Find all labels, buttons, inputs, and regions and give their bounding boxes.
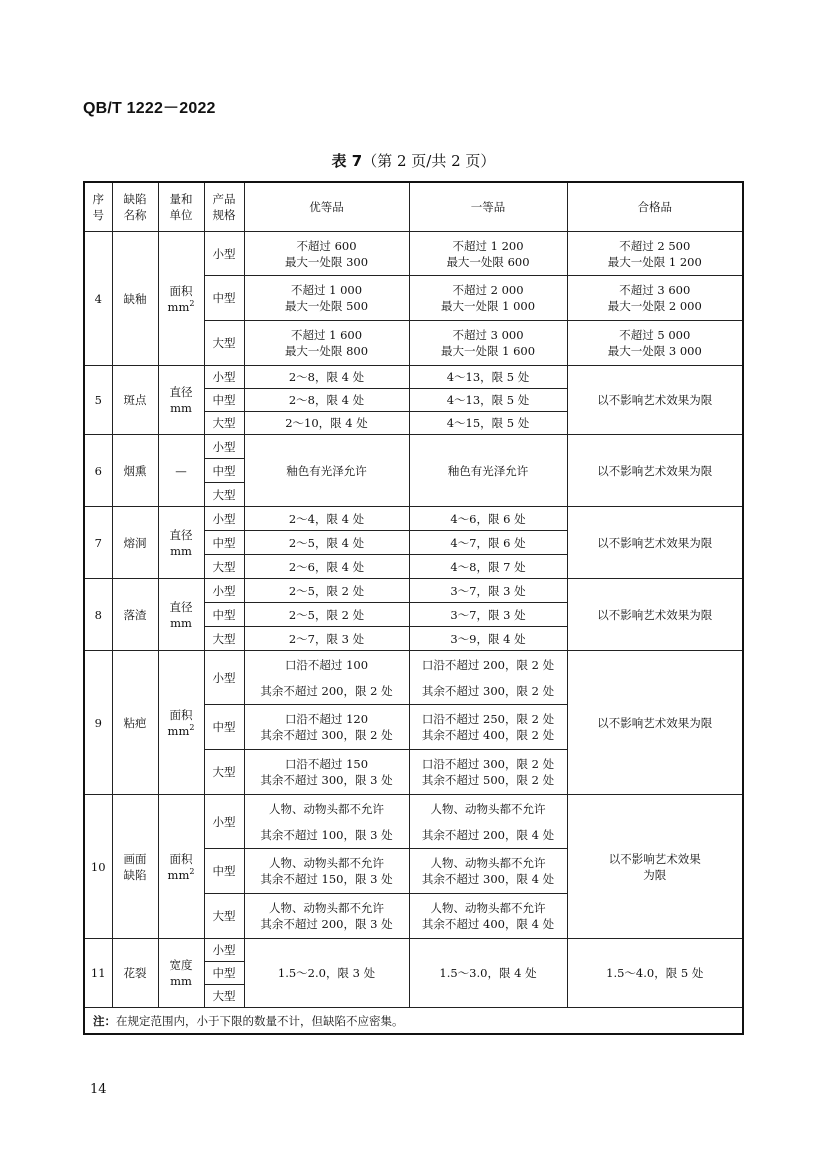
size-large: 大型 [204, 985, 244, 1008]
superior-value: 不超过 600 最大一处限 300 [244, 232, 409, 276]
header-product-spec: 产品 规格 [204, 182, 244, 232]
first-value: 1.5～3.0，限 4 处 [409, 939, 567, 1008]
header-grade-superior: 优等品 [244, 182, 409, 232]
header-grade-qualified: 合格品 [567, 182, 743, 232]
defect-name: 熔洞 [112, 507, 158, 579]
first-value: 4～13，限 5 处 [409, 366, 567, 389]
first-value: 4～6，限 6 处 [409, 507, 567, 531]
size-small: 小型 [204, 232, 244, 276]
table-title-label: 表 7 [331, 152, 363, 170]
qualified-value: 不超过 2 500 最大一处限 1 200 [567, 232, 743, 276]
superior-value: 不超过 1 000 最大一处限 500 [244, 276, 409, 321]
first-value: 4～8，限 7 处 [409, 555, 567, 579]
table-title [0, 150, 827, 171]
defect-name: 烟熏 [112, 435, 158, 507]
size-small: 小型 [204, 507, 244, 531]
table-row [84, 232, 743, 276]
table-title-pages: （第 2 页/共 2 页） [362, 152, 496, 170]
qualified-value: 以不影响艺术效果为限 [567, 579, 743, 651]
superior-value: 2～8，限 4 处 [244, 389, 409, 412]
superior-value: 2～10，限 4 处 [244, 412, 409, 435]
size-medium: 中型 [204, 603, 244, 627]
measure-unit: 直径 mm [158, 366, 204, 435]
table-row [84, 507, 743, 531]
size-medium: 中型 [204, 459, 244, 483]
size-small: 小型 [204, 651, 244, 705]
page-number: 14 [90, 1082, 107, 1097]
superior-value: 2～6，限 4 处 [244, 555, 409, 579]
row-number: 10 [84, 795, 112, 939]
standard-code: QB/T 1222－2022 [83, 100, 216, 117]
table-note [84, 1008, 743, 1035]
qualified-value: 以不影响艺术效果 为限 [567, 795, 743, 939]
table-row [84, 651, 743, 705]
qualified-value: 以不影响艺术效果为限 [567, 651, 743, 795]
qualified-value: 以不影响艺术效果为限 [567, 507, 743, 579]
superior-value: 人物、动物头都不允许 其余不超过 100，限 3 处 [244, 795, 409, 849]
superior-value: 1.5～2.0，限 3 处 [244, 939, 409, 1008]
superior-value: 2～4，限 4 处 [244, 507, 409, 531]
first-value: 4～13，限 5 处 [409, 389, 567, 412]
measure-unit: 直径 mm [158, 507, 204, 579]
table-row [84, 939, 743, 962]
size-large: 大型 [204, 627, 244, 651]
note-text: 在规定范围内，小于下限的数量不计，但缺陷不应密集。 [116, 1013, 404, 1028]
size-medium: 中型 [204, 276, 244, 321]
superior-value: 口沿不超过 100 其余不超过 200，限 2 处 [244, 651, 409, 705]
superior-value: 口沿不超过 120 其余不超过 300，限 2 处 [244, 705, 409, 750]
first-value: 口沿不超过 200，限 2 处 其余不超过 300，限 2 处 [409, 651, 567, 705]
header-grade-first: 一等品 [409, 182, 567, 232]
size-small: 小型 [204, 435, 244, 459]
superior-value: 人物、动物头都不允许 其余不超过 200，限 3 处 [244, 894, 409, 939]
first-value: 不超过 3 000 最大一处限 1 600 [409, 321, 567, 366]
defect-name: 缺釉 [112, 232, 158, 366]
header-measure-unit: 量和 单位 [158, 182, 204, 232]
qualified-value: 不超过 3 600 最大一处限 2 000 [567, 276, 743, 321]
size-medium: 中型 [204, 849, 244, 894]
defect-name: 斑点 [112, 366, 158, 435]
first-value: 人物、动物头都不允许 其余不超过 300，限 4 处 [409, 849, 567, 894]
size-large: 大型 [204, 750, 244, 795]
first-value: 不超过 1 200 最大一处限 600 [409, 232, 567, 276]
superior-value: 人物、动物头都不允许 其余不超过 150，限 3 处 [244, 849, 409, 894]
qualified-value: 以不影响艺术效果为限 [567, 366, 743, 435]
defect-name: 粘疤 [112, 651, 158, 795]
superior-value: 不超过 1 600 最大一处限 800 [244, 321, 409, 366]
size-medium: 中型 [204, 389, 244, 412]
first-value: 不超过 2 000 最大一处限 1 000 [409, 276, 567, 321]
first-value: 4～15，限 5 处 [409, 412, 567, 435]
size-small: 小型 [204, 579, 244, 603]
table-row [84, 435, 743, 459]
row-number: 6 [84, 435, 112, 507]
first-value: 人物、动物头都不允许 其余不超过 400，限 4 处 [409, 894, 567, 939]
measure-unit: 直径 mm [158, 579, 204, 651]
qualified-value: 以不影响艺术效果为限 [567, 435, 743, 507]
first-value: 釉色有光泽允许 [409, 435, 567, 507]
table-row [84, 579, 743, 603]
size-large: 大型 [204, 894, 244, 939]
defect-table [83, 181, 744, 1035]
first-value: 人物、动物头都不允许 其余不超过 200，限 4 处 [409, 795, 567, 849]
superior-value: 2～7，限 3 处 [244, 627, 409, 651]
measure-unit: 面积 $mm^2$ [158, 232, 204, 366]
qualified-value: 1.5～4.0，限 5 处 [567, 939, 743, 1008]
measure-unit: 面积 $mm^2$ [158, 795, 204, 939]
note-label: 注： [93, 1013, 116, 1028]
superior-value: 2～5，限 2 处 [244, 603, 409, 627]
size-large: 大型 [204, 555, 244, 579]
row-number: 9 [84, 651, 112, 795]
superior-value: 2～5，限 2 处 [244, 579, 409, 603]
table-row [84, 795, 743, 849]
first-value: 4～7，限 6 处 [409, 531, 567, 555]
header-defect-name: 缺陷 名称 [112, 182, 158, 232]
header-seq: 序 号 [84, 182, 112, 232]
row-number: 4 [84, 232, 112, 366]
size-small: 小型 [204, 366, 244, 389]
size-large: 大型 [204, 483, 244, 507]
row-number: 5 [84, 366, 112, 435]
measure-unit: 面积 $mm^2$ [158, 651, 204, 795]
superior-value: 口沿不超过 150 其余不超过 300，限 3 处 [244, 750, 409, 795]
first-value: 3～7，限 3 处 [409, 579, 567, 603]
row-number: 11 [84, 939, 112, 1008]
row-number: 8 [84, 579, 112, 651]
superior-value: 釉色有光泽允许 [244, 435, 409, 507]
size-medium: 中型 [204, 962, 244, 985]
table-row [84, 366, 743, 389]
first-value: 3～9，限 4 处 [409, 627, 567, 651]
size-large: 大型 [204, 321, 244, 366]
size-medium: 中型 [204, 705, 244, 750]
measure-unit: 宽度 mm [158, 939, 204, 1008]
size-large: 大型 [204, 412, 244, 435]
defect-name: 花裂 [112, 939, 158, 1008]
row-number: 7 [84, 507, 112, 579]
first-value: 3～7，限 3 处 [409, 603, 567, 627]
size-medium: 中型 [204, 531, 244, 555]
superior-value: 2～8，限 4 处 [244, 366, 409, 389]
table-header-row [84, 182, 743, 232]
defect-name: 画面 缺陷 [112, 795, 158, 939]
qualified-value: 不超过 5 000 最大一处限 3 000 [567, 321, 743, 366]
size-small: 小型 [204, 939, 244, 962]
table-note-row [84, 1008, 743, 1035]
first-value: 口沿不超过 250，限 2 处 其余不超过 400，限 2 处 [409, 705, 567, 750]
first-value: 口沿不超过 300，限 2 处 其余不超过 500，限 2 处 [409, 750, 567, 795]
measure-unit: — [158, 435, 204, 507]
size-small: 小型 [204, 795, 244, 849]
defect-name: 落渣 [112, 579, 158, 651]
superior-value: 2～5，限 4 处 [244, 531, 409, 555]
